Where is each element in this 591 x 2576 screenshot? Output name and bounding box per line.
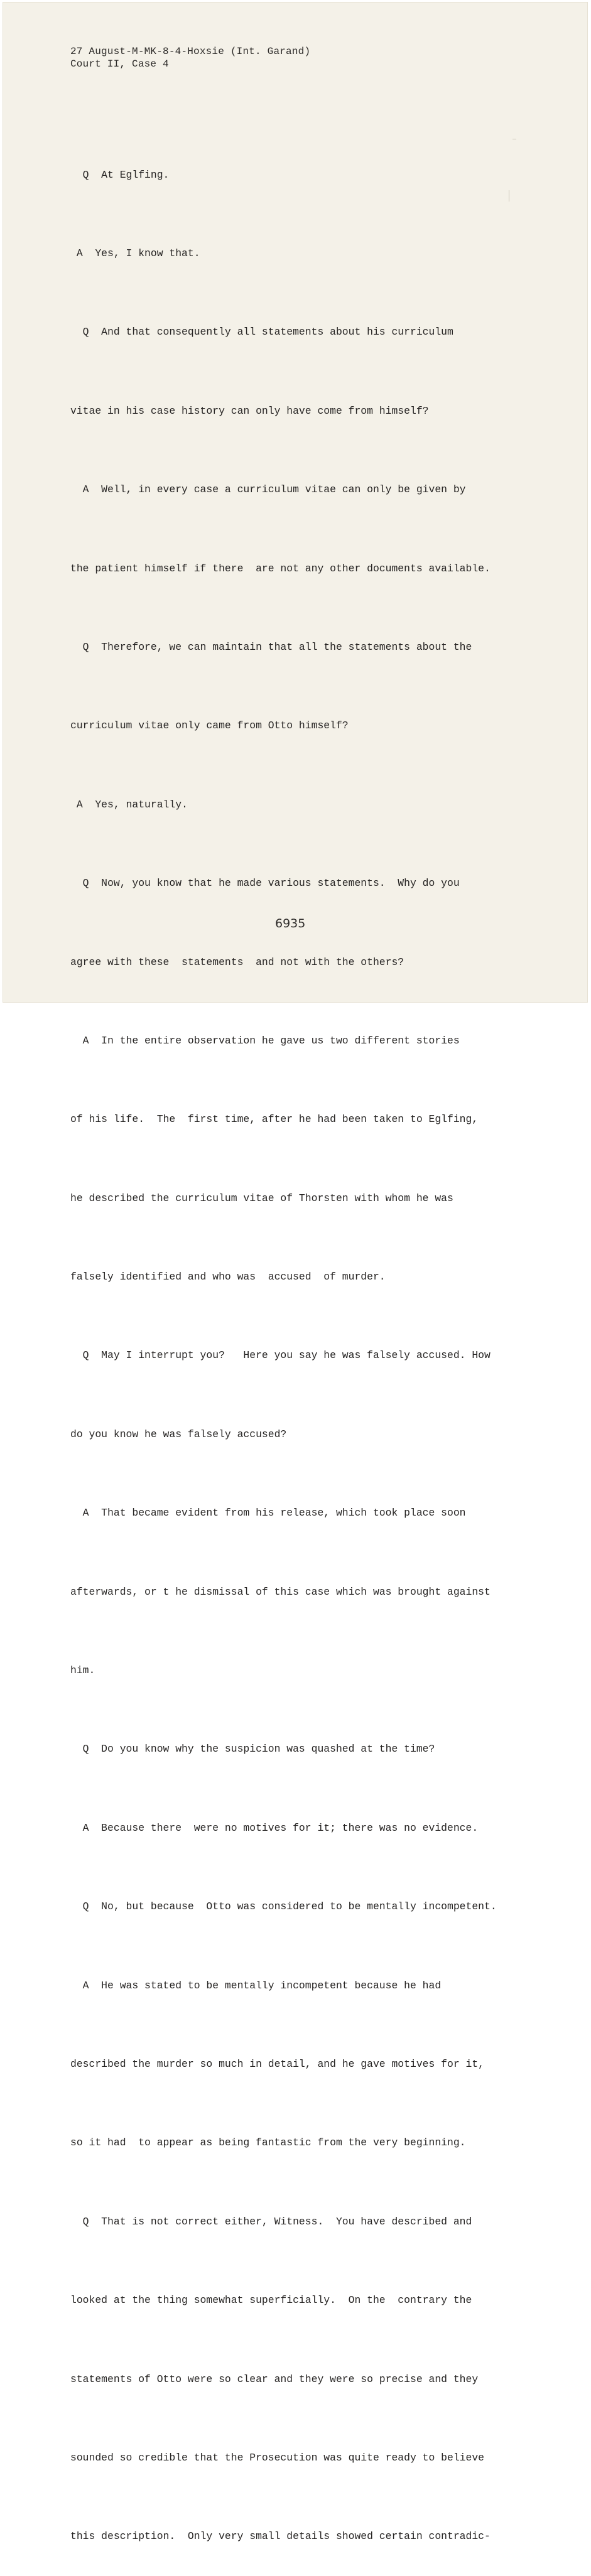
transcript-line: Q That is not correct either, Witness. You have described and (70, 2215, 472, 2228)
transcript-line: so it had to appear as being fantastic from the very beginning. (70, 2137, 466, 2149)
transcript-body (70, 109, 529, 2576)
transcript-line: of his life. The first time, after he had been taken to Eglfing, (70, 1113, 479, 1126)
transcript-line: Q May I interrupt you? Here you say he was falsely accused. How (70, 1349, 491, 1362)
header-session-line: 27 August-M-MK-8-4-Hoxsie (Int. Garand) (70, 46, 311, 57)
transcript-header (70, 45, 310, 70)
transcript-line: statements of Otto were so clear and they were so precise and they (70, 2373, 479, 2385)
transcript-line: falsely identified and who was accused of murder. (70, 1271, 386, 1283)
transcript-line: A He was stated to be mentally incompetent because he had (70, 1979, 442, 1991)
page-number: 6935 (275, 917, 306, 930)
transcript-line: A Yes, naturally. (70, 798, 188, 811)
transcript-line: described the murder so much in detail, and he gave motives for it, (70, 2057, 485, 2070)
transcript-line: A Because there were no motives for it; there was no evidence. (70, 1821, 479, 1834)
transcript-line: him. (70, 1664, 95, 1677)
transcript-line: Q Now, you know that he made various statements. Why do you (70, 877, 460, 890)
transcript-line: Q Do you know why the suspicion was quashed at the time? (70, 1743, 435, 1755)
transcript-line: curriculum vitae only came from Otto himself? (70, 719, 349, 732)
transcript-line: looked at the thing somewhat superficially. On the contrary the (70, 2294, 472, 2307)
transcript-line: the patient himself if there are not any other documents available. (70, 562, 491, 574)
transcript-line: Q And that consequently all statements about his curriculum (70, 326, 453, 338)
transcript-line: this description. Only very small details showed certain contradic- (70, 2530, 491, 2543)
transcript-line: A Well, in every case a curriculum vitae can only be given by (70, 483, 466, 496)
transcript-line: A In the entire observation he gave us two different stories (70, 1034, 460, 1047)
header-court-line: Court II, Case 4 (70, 58, 169, 70)
transcript-line: agree with these statements and not with the others? (70, 956, 404, 968)
transcript-line: A That became evident from his release, which took place soon (70, 1507, 466, 1519)
transcript-line: A Yes, I know that. (70, 247, 200, 259)
transcript-line: sounded so credible that the Prosecution was quite ready to believe (70, 2451, 485, 2464)
transcript-line: Q Therefore, we can maintain that all the statements about the (70, 640, 472, 653)
transcript-line: do you know he was falsely accused? (70, 1428, 287, 1440)
transcript-line: Q At Eglfing. (70, 168, 170, 181)
transcript-line: he described the curriculum vitae of Thorsten with whom he was (70, 1192, 453, 1204)
transcript-line: Q No, but because Otto was considered to be mentally incompetent. (70, 1900, 497, 1913)
transcript-line: afterwards, or t he dismissal of this case which was brought against (70, 1585, 491, 1598)
transcript-line: vitae in his case history can only have come from himself? (70, 404, 429, 417)
